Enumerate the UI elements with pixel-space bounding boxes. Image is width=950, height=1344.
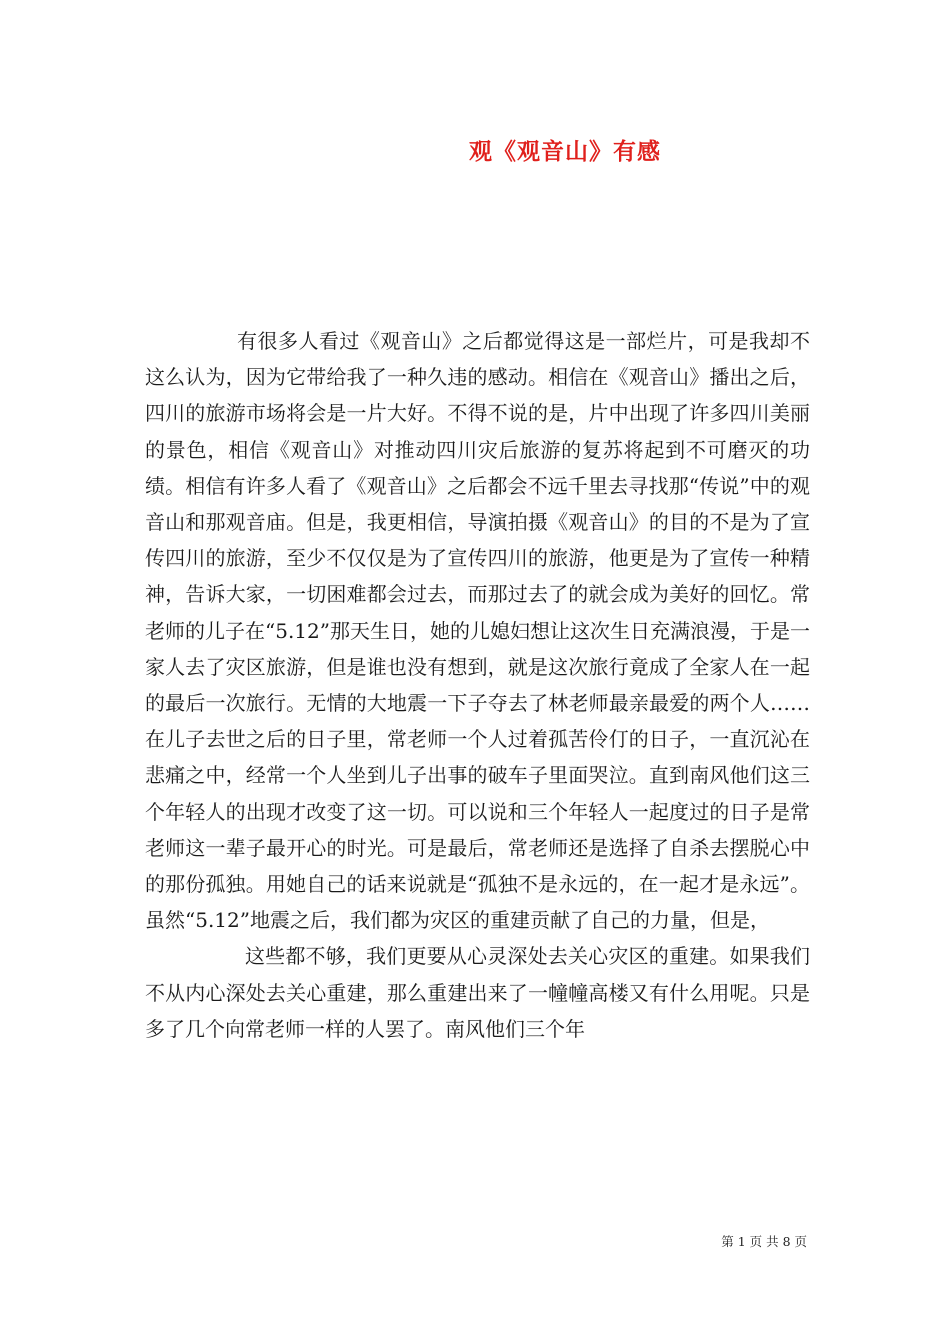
body-paragraph-1: 有很多人看过《观音山》之后都觉得这是一部烂片，可是我却不这么认为，因为它带给我了一种久违的感动。相信在《观音山》播出之后，四川的旅游市场将会是一片大好。不得不说的是，片中出现了许多四川美丽的景色，相信《观音山》对推动四川灾后旅游的复苏将起到不可磨灭的功绩。相信有许多人看了《观音山》之后都会不远千里去寻找那“传说”中的观音山和那观音庙。但是，我更相信，导演拍摄《观音山》的目的不是为了宣传四川的旅游，至少不仅仅是为了宣传四川的旅游，他更是为了宣传一种精神，告诉大家，一切困难都会过去，而那过去了的就会成为美好的回忆。常老师的儿子在“5.12”那天生日，她的儿媳妇想让这次生日充满浪漫，于是一家人去了灾区旅游，但是谁也没有想到，就是这次旅行竟成了全家人在一起的最后一次旅行。无情的大地震一下子夺去了林老师最亲最爱的两个人……在儿子去世之后的日子里，常老师一个人过着孤苦伶仃的日子，一直沉沁在悲痛之中，经常一个人坐到儿子出事的破车子里面哭泣。直到南风他们这三个年轻人的出现才改变了这一切。可以说和三个年轻人一起度过的日子是常老师这一辈子最开心的时光。可是最后，常老师还是选择了自杀去摆脱心中的那份孤独。用她自己的话来说就是“孤独不是永远的，在一起才是永远”。虽然“5.12”地震之后，我们都为灾区的重建贡献了自己的力量，但是，: [145, 329, 810, 933]
page-number: 第 1 页 共 8 页: [721, 1234, 807, 1249]
document-title: 观《观音山》有感: [469, 138, 661, 165]
document-body: [145, 323, 810, 1047]
body-paragraph-2: 这些都不够，我们更要从心灵深处去关心灾区的重建。如果我们不从内心深处去关心重建，那么重建出来了一幢幢高楼又有什么用呢。只是多了几个向常老师一样的人罢了。南风他们三个年: [145, 944, 810, 1041]
